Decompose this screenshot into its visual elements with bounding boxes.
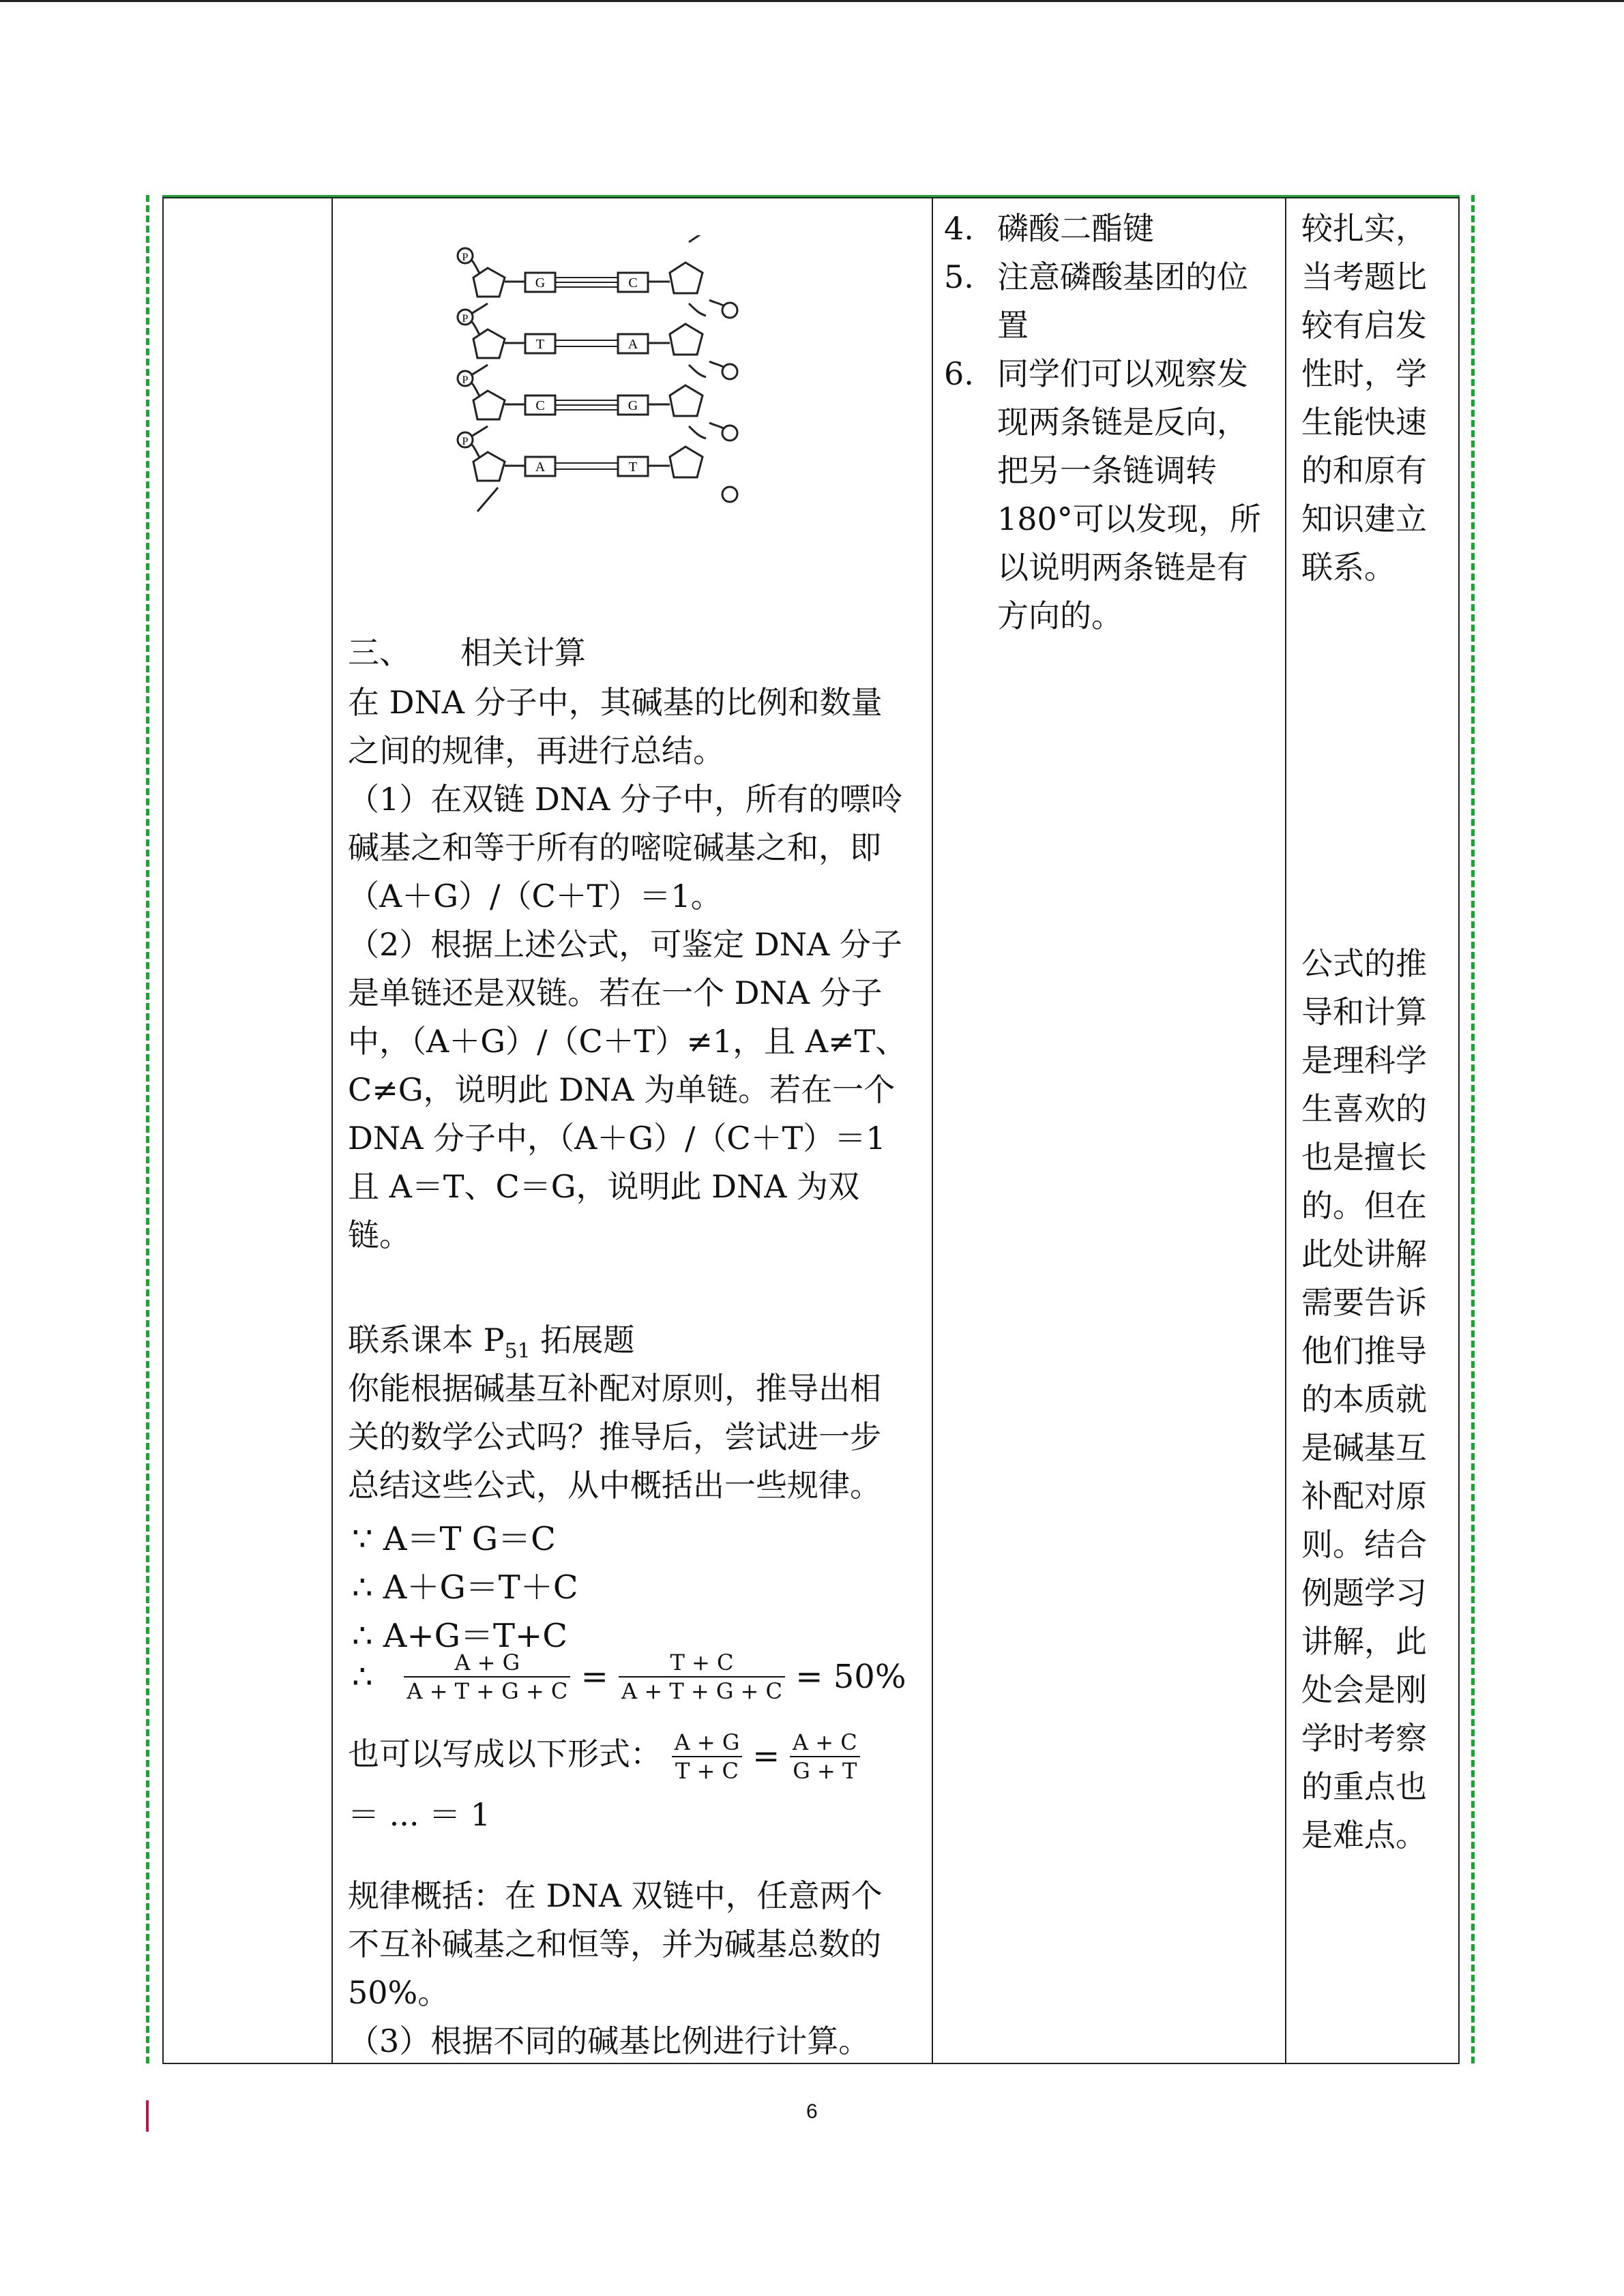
math-since: ∵ A＝T G＝C bbox=[352, 1520, 556, 1558]
intent-line: 学时考察 bbox=[1301, 1720, 1427, 1757]
top-rule bbox=[0, 0, 1624, 2]
intent-line: 生能快速 bbox=[1301, 404, 1427, 441]
intent-line: 联系。 bbox=[1301, 549, 1396, 586]
section-intro bbox=[348, 679, 914, 775]
result-value: = 50% bbox=[795, 1658, 906, 1696]
intent-line: 补配对原 bbox=[1301, 1478, 1427, 1515]
intent-line: 是碱基互 bbox=[1301, 1429, 1427, 1466]
fraction-1 bbox=[404, 1649, 570, 1705]
point-2-line: 链。 bbox=[348, 1217, 411, 1253]
note-number: 5. bbox=[944, 258, 974, 295]
point-2-line: 中，（A＋G）/（C＋T）≠1，且 A≠T、 bbox=[348, 1023, 907, 1060]
intent-line: 他们推导 bbox=[1301, 1332, 1427, 1369]
alternate-form-prefix: 也可以写成以下形式： bbox=[348, 1735, 662, 1772]
design-intent-note-1 bbox=[1301, 205, 1445, 592]
note-line: 方向的。 bbox=[997, 597, 1123, 634]
task-line: 你能根据碱基互补配对原则，推导出相 bbox=[348, 1370, 881, 1407]
page-number: 6 bbox=[806, 2100, 818, 2123]
section-heading bbox=[348, 629, 586, 677]
intent-line: 知识建立 bbox=[1301, 501, 1427, 537]
fraction-3-top: A + G bbox=[672, 1729, 743, 1757]
right-margin-guide bbox=[1471, 195, 1475, 2063]
equals-sign: = bbox=[752, 1737, 780, 1776]
intent-line: 需要告诉 bbox=[1301, 1284, 1427, 1321]
note-number: 6. bbox=[944, 355, 974, 392]
fraction-1-bottom: A + T + G + C bbox=[407, 1678, 568, 1704]
design-intent-note-2 bbox=[1301, 940, 1445, 1860]
note-item-6 bbox=[944, 350, 1271, 640]
point-2-line: 且 A＝T、C＝G，说明此 DNA 为双 bbox=[348, 1168, 860, 1205]
fraction-2-top: T + C bbox=[619, 1649, 785, 1678]
rule-summary bbox=[348, 1872, 914, 2017]
phosphate-label: P bbox=[462, 313, 469, 325]
intent-line: 的本质就 bbox=[1301, 1381, 1427, 1418]
base-right-label: C bbox=[628, 275, 638, 290]
math-therefore-2: ∴ A+G＝T+C bbox=[352, 1617, 567, 1655]
intent-line: 的。但在 bbox=[1301, 1187, 1427, 1224]
alternate-form-tail: ＝ ... ＝ 1 bbox=[348, 1796, 490, 1833]
fraction-4-bottom: G + T bbox=[793, 1758, 857, 1784]
fraction-1-top: A + G bbox=[404, 1649, 570, 1678]
point-2-line: 是单链还是双链。若在一个 DNA 分子 bbox=[348, 974, 883, 1011]
sugar-right bbox=[670, 263, 703, 293]
intent-line: 处会是刚 bbox=[1301, 1671, 1427, 1708]
point-2-line: （2）根据上述公式，可鉴定 DNA 分子 bbox=[348, 926, 902, 963]
base-left-label: A bbox=[535, 460, 546, 475]
dna-row bbox=[458, 248, 737, 318]
revision-mark bbox=[146, 2100, 149, 2132]
left-margin-guide bbox=[146, 195, 149, 2063]
base-left-label: C bbox=[535, 398, 545, 413]
dna-row bbox=[458, 432, 737, 502]
point-1-line: （A＋G）/（C＋T）＝1。 bbox=[348, 878, 722, 914]
intent-line: 是理科学 bbox=[1301, 1042, 1427, 1079]
fraction-3 bbox=[672, 1729, 743, 1785]
note-line: 置 bbox=[997, 307, 1029, 344]
therefore-symbol: ∴ bbox=[352, 1658, 373, 1696]
math-fraction-equation bbox=[352, 1649, 906, 1705]
note-line: 180°可以发现，所 bbox=[997, 501, 1261, 537]
dna-diagram bbox=[450, 235, 750, 522]
intent-line: 的和原有 bbox=[1301, 452, 1427, 489]
intent-line: 当考题比 bbox=[1301, 258, 1427, 295]
note-line: 把另一条链调转 bbox=[997, 452, 1217, 489]
rule-line: 不互补碱基之和恒等，并为碱基总数的 bbox=[348, 1926, 881, 1963]
intent-line: 较扎实， bbox=[1301, 210, 1427, 247]
rule-line: 50%。 bbox=[348, 1974, 449, 2011]
teacher-notes-column bbox=[944, 205, 1271, 640]
phosphate-label: P bbox=[462, 252, 469, 263]
phosphate-circle-right bbox=[722, 303, 737, 318]
table-top-border bbox=[162, 195, 1460, 197]
base-right-label: A bbox=[628, 337, 638, 352]
base-right-label: G bbox=[628, 398, 638, 413]
point-1 bbox=[348, 775, 914, 921]
phosphate-label: P bbox=[462, 374, 469, 386]
rule-line: 规律概括：在 DNA 双链中，任意两个 bbox=[348, 1877, 883, 1914]
alternate-form bbox=[348, 1729, 914, 1785]
intent-line: 例题学习 bbox=[1301, 1575, 1427, 1611]
point-2 bbox=[348, 921, 914, 1259]
note-line: 以说明两条链是有 bbox=[997, 549, 1248, 586]
task-line: 关的数学公式吗？推导后，尝试进一步 bbox=[348, 1418, 881, 1455]
column-divider-3 bbox=[1285, 198, 1286, 2063]
point-1-line: 碱基之和等于所有的嘧啶碱基之和，即 bbox=[348, 829, 881, 866]
point-1-line: （1）在双链 DNA 分子中，所有的嘌呤 bbox=[348, 781, 902, 818]
note-item-4 bbox=[944, 205, 1271, 253]
note-line: 同学们可以观察发 bbox=[997, 355, 1248, 392]
fraction-2-bottom: A + T + G + C bbox=[621, 1678, 783, 1704]
note-number: 4. bbox=[944, 210, 974, 247]
intent-line: 是难点。 bbox=[1301, 1817, 1427, 1853]
section-number: 三、 bbox=[348, 634, 411, 671]
equals-sign: = bbox=[580, 1658, 608, 1696]
point-2-line: C≠G，说明此 DNA 为单链。若在一个 bbox=[348, 1071, 896, 1108]
intent-line: 的重点也 bbox=[1301, 1768, 1427, 1805]
point-3: （3）根据不同的碱基比例进行计算。 bbox=[348, 2023, 870, 2059]
intent-line: 导和计算 bbox=[1301, 994, 1427, 1030]
dna-row bbox=[458, 310, 737, 379]
intent-line: 此处讲解 bbox=[1301, 1236, 1427, 1272]
intent-line: 也是擅长 bbox=[1301, 1139, 1427, 1176]
note-line: 磷酸二酯键 bbox=[997, 210, 1154, 247]
fraction-4 bbox=[790, 1729, 860, 1785]
base-right-label: T bbox=[628, 460, 638, 475]
note-line: 注意磷酸基团的位 bbox=[997, 258, 1248, 295]
task-text bbox=[348, 1365, 914, 1510]
reference-suffix: 拓展题 bbox=[530, 1322, 635, 1358]
intent-line: 公式的推 bbox=[1301, 945, 1427, 982]
phosphate-label: P bbox=[462, 436, 469, 447]
section-title: 相关计算 bbox=[460, 634, 586, 671]
intro-line: 之间的规律，再进行总结。 bbox=[348, 732, 724, 769]
intent-line: 生喜欢的 bbox=[1301, 1090, 1427, 1127]
base-left-label: G bbox=[535, 275, 546, 290]
column-divider-1 bbox=[331, 198, 333, 2063]
point-2-line: DNA 分子中，（A＋G）/（C＋T）＝1 bbox=[348, 1120, 886, 1157]
intent-line: 较有启发 bbox=[1301, 307, 1427, 344]
dna-row bbox=[458, 371, 737, 441]
reference-prefix: 联系课本 P bbox=[348, 1322, 505, 1358]
intent-line: 性时，学 bbox=[1301, 355, 1427, 392]
column-divider-2 bbox=[932, 198, 933, 2063]
intro-line: 在 DNA 分子中，其碱基的比例和数量 bbox=[348, 684, 883, 721]
intent-line: 则。结合 bbox=[1301, 1526, 1427, 1563]
intent-line: 讲解，此 bbox=[1301, 1623, 1427, 1660]
base-left-label: T bbox=[535, 337, 545, 352]
math-therefore-1: ∴ A＋G＝T＋C bbox=[352, 1568, 578, 1607]
task-line: 总结这些公式，从中概括出一些规律。 bbox=[348, 1467, 881, 1504]
note-item-5 bbox=[944, 253, 1271, 350]
reference-page: 51 bbox=[504, 1339, 531, 1364]
fraction-3-bottom: T + C bbox=[675, 1758, 739, 1784]
fraction-2 bbox=[619, 1649, 785, 1705]
note-line: 现两条链是反向， bbox=[997, 404, 1248, 441]
fraction-4-top: A + C bbox=[790, 1729, 860, 1757]
